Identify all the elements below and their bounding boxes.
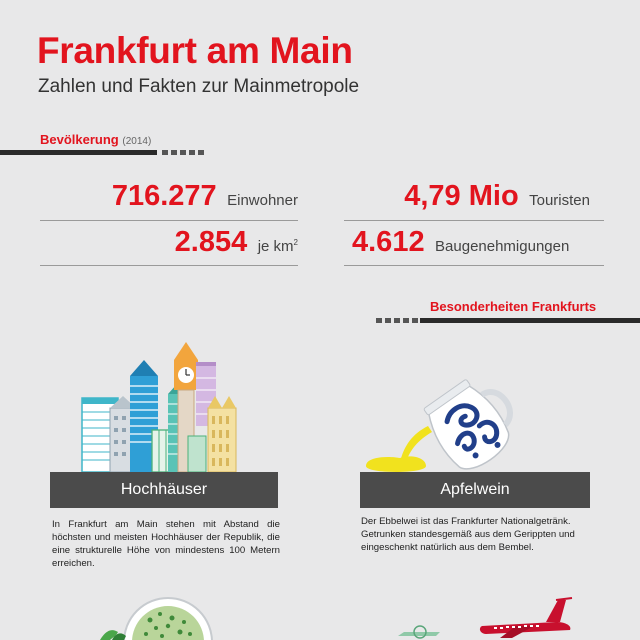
feature-text-hochhaeuser: In Frankfurt am Main stehen mit Abstand die höchsten und meisten Hochhäuser der Republik, die eine strukturelle Höhe von mindestens 100 Metern erreichen. [52, 519, 280, 569]
population-section-label: Bevölkerung (2014) [40, 132, 152, 147]
stat-density-value: 2.854 [174, 226, 248, 258]
stat-tourists-value: 4,79 Mio [404, 180, 519, 212]
stat-residents [40, 180, 298, 213]
bembel-jug-icon [360, 370, 530, 478]
divider-dash [180, 150, 186, 155]
population-year: (2014) [122, 136, 152, 147]
divider-dash [171, 150, 177, 155]
divider-dash [403, 318, 409, 323]
stat-rule [344, 265, 604, 266]
divider-dash [189, 150, 195, 155]
feature-title-hochhaeuser: Hochhäuser [50, 472, 278, 508]
divider-dash [412, 318, 418, 323]
stat-rule [40, 220, 298, 221]
stat-permits-value: 4.612 [352, 226, 425, 258]
feature-text-apfelwein: Der Ebbelwei ist das Frankfurter Nationalgetränk. Getrunken standesgemäß aus dem Gerippten und eingeschenkt natürlich aus dem Bembel. [361, 516, 575, 553]
divider-dash [385, 318, 391, 323]
airplane-icon [396, 596, 576, 640]
divider-dash [198, 150, 204, 155]
stat-residents-value: 716.277 [111, 180, 217, 212]
divider-dash [394, 318, 400, 323]
stat-residents-unit: Einwohner [227, 192, 298, 209]
stat-permits [352, 226, 604, 259]
page-title: Frankfurt am Main [37, 30, 353, 71]
section-divider-bar [0, 150, 157, 155]
page-subtitle: Zahlen und Fakten zur Mainmetropole [38, 76, 360, 97]
divider-dash [162, 150, 168, 155]
stat-tourists-unit: Touristen [529, 192, 590, 209]
stat-density [40, 226, 298, 259]
stat-tourists [344, 180, 590, 213]
stat-permits-unit: Baugenehmigungen [435, 238, 570, 255]
stat-density-unit: je $km^2$ [257, 238, 298, 255]
stat-rule [40, 265, 298, 266]
skyline-icon [76, 338, 246, 474]
divider-dash [376, 318, 382, 323]
stat-rule [344, 220, 604, 221]
green-sauce-bowl-icon [90, 592, 240, 640]
feature-title-apfelwein: Apfelwein [360, 472, 590, 508]
section-divider-bar [420, 318, 640, 323]
special-section-label: Besonderheiten Frankfurts [430, 299, 597, 314]
